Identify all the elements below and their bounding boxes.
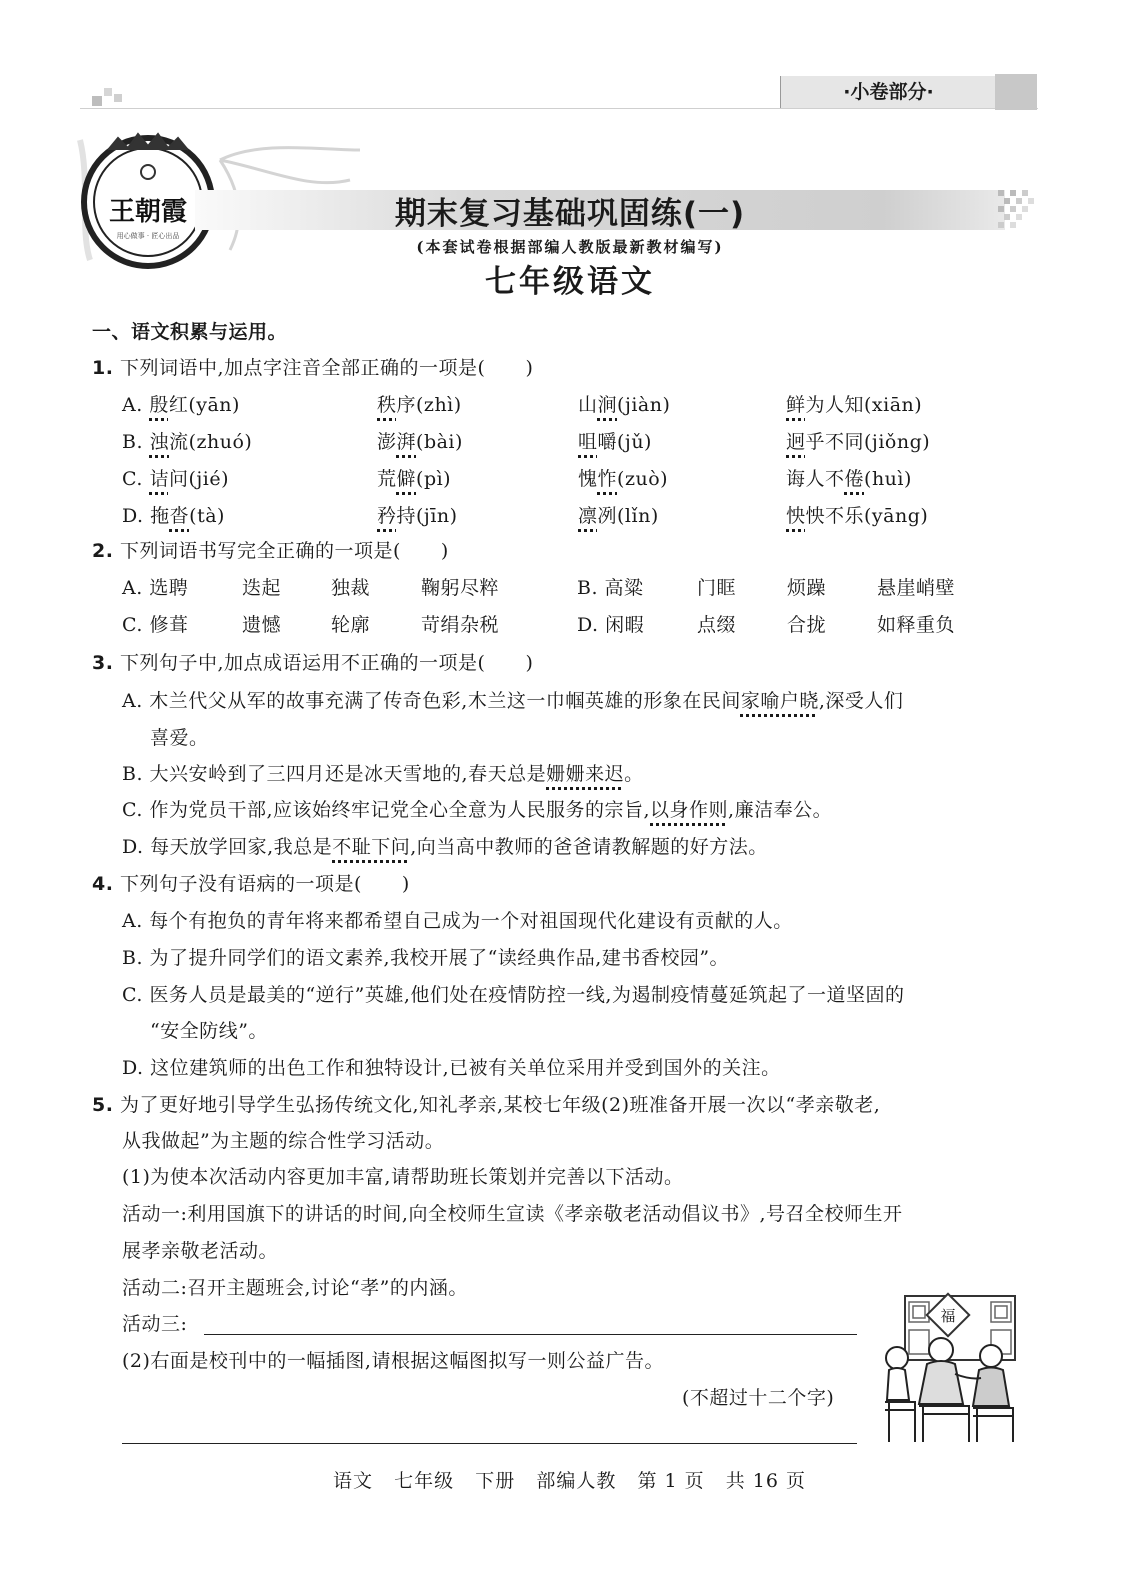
activity-one-cont: 展孝亲敬老活动。 — [122, 1240, 279, 1262]
q1-option-item: 愧怍(zuò) — [578, 468, 669, 490]
dotted-char: 湃 — [396, 431, 417, 453]
dotted-idiom: 以身作则 — [650, 799, 729, 821]
dotted-idiom: 家喻户晓 — [740, 690, 819, 712]
q2-option-word: 鞠躬尽粹 — [421, 577, 500, 599]
dotted-char: 殷 — [149, 394, 169, 416]
q1-option-item: 澎湃(bài) — [377, 431, 463, 453]
question-4-stem — [92, 871, 410, 897]
q1-option-item: 凛冽(lǐn) — [578, 505, 659, 527]
q4-option-b: B. 为了提升同学们的语文素养,我校开展了“读经典作品,建书香校园”。 — [122, 947, 730, 969]
question-number: 3. — [92, 652, 114, 674]
q2-option-word: 苛绢杂税 — [421, 614, 500, 636]
activity-two: 活动二:召开主题班会,讨论“孝”的内涵。 — [122, 1277, 468, 1299]
word-limit: (不超过十二个字) — [682, 1387, 835, 1409]
q5-part-1: (1)为使本次活动内容更加丰富,请帮助班长策划并完善以下活动。 — [122, 1166, 684, 1188]
header-rule — [80, 108, 1038, 109]
q4-option-c-cont: “安全防线”。 — [150, 1020, 268, 1042]
q2-option-word: A. 选聘 — [122, 577, 189, 599]
stem-text: 下列词语书写完全正确的一项是( — [120, 540, 401, 562]
family-illustration — [875, 1290, 1035, 1450]
q2-option-word: 点缀 — [697, 614, 737, 636]
q3-option-a-cont: 喜爱。 — [150, 727, 209, 749]
q1-option-item: 秩序(zhì) — [377, 394, 462, 416]
question-number: 4. — [92, 873, 114, 895]
q5-stem-cont: 从我做起”为主题的综合性学习活动。 — [122, 1130, 445, 1152]
dotted-char: 怍 — [597, 468, 618, 490]
q2-option-word: 门眶 — [697, 577, 737, 599]
logo-name: 王朝霞 — [108, 197, 188, 227]
dotted-char: 迥 — [786, 431, 806, 453]
q1-option-item: 山涧(jiàn) — [578, 394, 671, 416]
corner-square — [104, 88, 112, 96]
q1-option-item: 矜持(jīn) — [377, 505, 458, 527]
section-heading: 一、语文积累与运用。 — [92, 321, 288, 343]
page-footer: 语文 七年级 下册 部编人教 第 1 页 共 16 页 — [332, 1470, 807, 1492]
dotted-char: 僻 — [396, 468, 417, 490]
q3-option-b: B. 大兴安岭到了三四月还是冰天雪地的,春天总是姗姗来迟。 — [122, 763, 644, 785]
activity-three-label: 活动三: — [122, 1313, 188, 1335]
activity-three-answer-line[interactable] — [204, 1334, 857, 1335]
q5-part-2: (2)右面是校刊中的一幅插图,请根据这幅图拟写一则公益广告。 — [122, 1350, 664, 1372]
dotted-char: 诘 — [149, 468, 169, 490]
stem-close: ) — [525, 357, 534, 379]
q2-option-word: D. 闲暇 — [577, 614, 645, 636]
q2-option-word: 如释重负 — [877, 614, 956, 636]
q1-option-item: A. 殷红(yān) — [122, 394, 240, 416]
page-title: 期末复习基础巩固练(一) — [394, 196, 746, 232]
question-number: 1. — [92, 357, 114, 379]
dotted-char: 咀 — [578, 431, 598, 453]
q1-option-item: 咀嚼(jǔ) — [578, 431, 652, 453]
q1-option-item: 怏怏不乐(yāng) — [786, 505, 929, 527]
corner-square — [92, 96, 102, 106]
activity-one: 活动一:利用国旗下的讲话的时间,向全校师生宣读《孝亲敬老活动倡议书》,号召全校师生开 — [122, 1203, 903, 1225]
stem-close: ) — [401, 873, 410, 895]
q1-option-item: D. 拖沓(tà) — [122, 505, 225, 527]
section-tag: ·小卷部分· — [780, 76, 996, 108]
q1-option-item: 荒僻(pì) — [377, 468, 452, 490]
q1-option-item: C. 诘问(jié) — [122, 468, 230, 490]
question-3-stem — [92, 650, 533, 676]
fu-character: 福 — [940, 1307, 956, 1325]
dotted-char: 涧 — [597, 394, 618, 416]
dotted-idiom: 姗姗来迟 — [546, 763, 625, 785]
question-number: 5. — [92, 1094, 114, 1116]
dotted-char: 凛 — [578, 505, 598, 527]
page-subtitle: (本套试卷根据部编人教版最新教材编写) — [416, 238, 724, 256]
q3-option-a: A. 木兰代父从军的故事充满了传奇色彩,木兰这一巾帼英雄的形象在民间家喻户晓,深受人们 — [122, 690, 904, 712]
dotted-char: 矜 — [377, 505, 397, 527]
q4-option-d: D. 这位建筑师的出色工作和独特设计,已被有关单位采用并受到国外的关注。 — [122, 1057, 781, 1079]
dotted-char: 秩 — [377, 394, 397, 416]
stem-text: 下列句子中,加点成语运用不正确的一项是( — [120, 652, 486, 674]
question-number: 2. — [92, 540, 114, 562]
q2-option-word: B. 高粱 — [577, 577, 644, 599]
checker-decoration — [998, 188, 1040, 232]
q1-option-item: 鲜为人知(xiān) — [786, 394, 923, 416]
q1-option-item: 诲人不倦(huì) — [786, 468, 912, 490]
q2-option-word: 悬崖峭壁 — [877, 577, 956, 599]
logo-motto: 用心做事 · 匠心出品 — [116, 232, 180, 240]
stem-text: 为了更好地引导学生弘扬传统文化,知礼孝亲,某校七年级(2)班准备开展一次以“孝亲敬老, — [120, 1094, 881, 1116]
q2-option-word: 遗憾 — [242, 614, 282, 636]
q2-option-word: 轮廓 — [331, 614, 371, 636]
q3-option-d: D. 每天放学回家,我总是不耻下问,向当高中教师的爸爸请教解题的好方法。 — [122, 836, 768, 858]
question-1-stem — [92, 355, 533, 381]
question-5-stem — [92, 1092, 880, 1118]
dotted-idiom: 不耻下问 — [332, 836, 411, 858]
q4-option-a: A. 每个有抱负的青年将来都希望自己成为一个对祖国现代化建设有贡献的人。 — [122, 910, 793, 932]
stem-text: 下列词语中,加点字注音全部正确的一项是( — [120, 357, 486, 379]
dotted-char: 倦 — [844, 468, 865, 490]
q3-option-c: C. 作为党员干部,应该始终牢记党全心全意为人民服务的宗旨,以身作则,廉洁奉公。 — [122, 799, 833, 821]
q4-option-c: C. 医务人员是最美的“逆行”英雄,他们处在疫情防控一线,为遏制疫情蔓延筑起了一道坚固的 — [122, 984, 905, 1006]
stem-text: 下列句子没有语病的一项是( — [120, 873, 362, 895]
q2-option-word: 迭起 — [242, 577, 282, 599]
q2-option-word: 合拢 — [787, 614, 827, 636]
q2-option-word: C. 修葺 — [122, 614, 189, 636]
q1-option-item: 迥乎不同(jiǒng) — [786, 431, 931, 453]
tag-block — [995, 74, 1037, 110]
q1-option-item: B. 浊流(zhuó) — [122, 431, 253, 453]
question-2-stem — [92, 538, 449, 564]
dotted-char: 鲜 — [786, 394, 806, 416]
corner-square — [114, 94, 122, 102]
q2-option-word: 烦躁 — [787, 577, 827, 599]
stem-close: ) — [440, 540, 449, 562]
q2-option-word: 独裁 — [331, 577, 371, 599]
grade-subject: 七年级语文 — [485, 264, 655, 300]
ad-answer-line[interactable] — [122, 1443, 857, 1444]
stem-close: ) — [525, 652, 534, 674]
dotted-char: 怏 — [786, 505, 806, 527]
dotted-char: 沓 — [169, 505, 190, 527]
dotted-char: 浊 — [149, 431, 170, 453]
